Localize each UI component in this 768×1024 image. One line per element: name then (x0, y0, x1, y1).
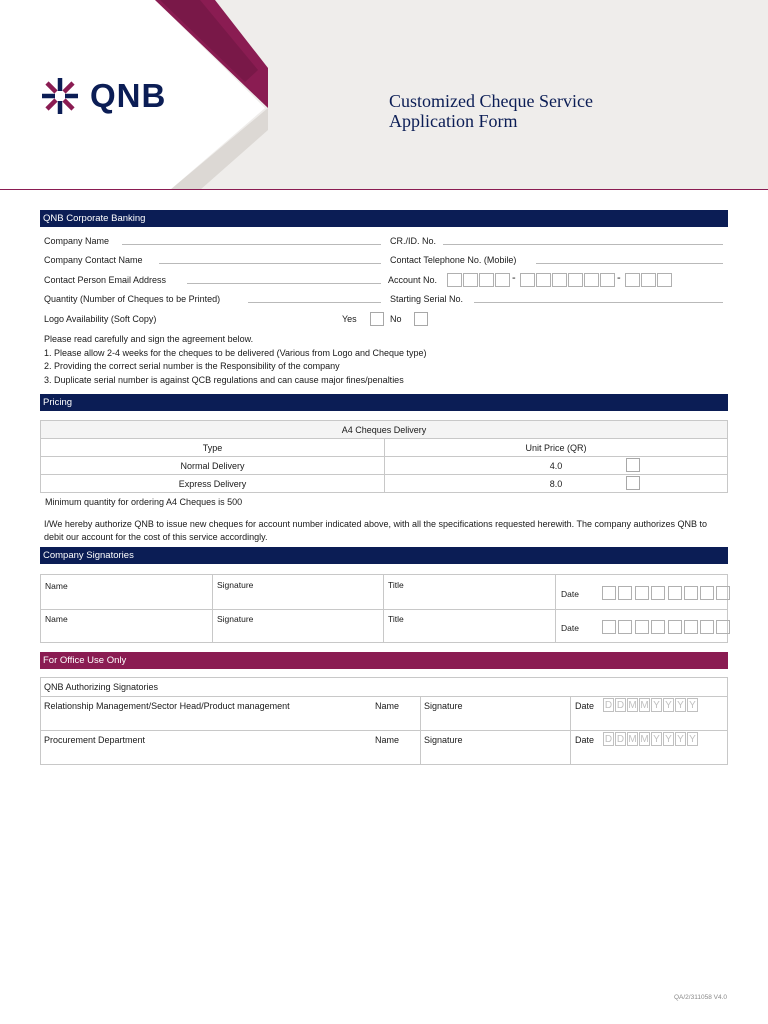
price-cell (385, 457, 728, 475)
email-label: Contact Person Email Address (44, 275, 167, 285)
serial-field[interactable] (474, 302, 723, 303)
date-digit-box[interactable] (700, 586, 714, 600)
date-digit-box[interactable]: Y (675, 732, 686, 746)
date-digit-box[interactable]: D (604, 734, 613, 745)
account-separator: - (512, 272, 516, 284)
account-separator: - (617, 272, 621, 284)
min-quantity-note: Minimum quantity for ordering A4 Cheques is 500 (45, 497, 243, 507)
signatory1-name-label: Name (45, 581, 68, 591)
date-digit-box[interactable]: M (640, 700, 649, 711)
col-divider (570, 696, 571, 764)
form-title-line1: Customized Cheque Service (389, 91, 593, 111)
signatory2-date-label: Date (561, 623, 579, 633)
qnb-logo (40, 76, 166, 116)
office-signature-label: Signature (424, 701, 463, 711)
date-digit-box[interactable] (668, 620, 682, 634)
pricing-table (40, 420, 728, 493)
row-divider (41, 696, 727, 697)
account-digit-box[interactable] (657, 273, 672, 287)
row-divider (41, 730, 727, 731)
account-no-label: Account No. (388, 275, 438, 285)
date-digit-box[interactable] (602, 620, 616, 634)
account-digit-box[interactable] (495, 273, 510, 287)
company-contact-field[interactable] (159, 263, 381, 264)
pricing-table-title: A4 Cheques Delivery (41, 421, 728, 439)
account-digit-box[interactable] (520, 273, 535, 287)
contact-tel-label: Contact Telephone No. (Mobile) (390, 255, 517, 265)
contact-tel-field[interactable] (536, 263, 723, 264)
col-type-header: Type (41, 439, 385, 457)
date-digit-box[interactable]: Y (687, 698, 698, 712)
signatory2-signature-label: Signature (217, 614, 254, 624)
logo-no-checkbox[interactable] (414, 312, 428, 326)
company-name-field[interactable] (122, 244, 381, 245)
signatories-table (40, 574, 728, 643)
date-digit-box[interactable] (716, 620, 730, 634)
date-digit-box[interactable] (618, 620, 632, 634)
date-digit-box[interactable] (651, 586, 665, 600)
delivery-type-cell: Express Delivery (41, 475, 385, 493)
col-price-header: Unit Price (QR) (385, 439, 728, 457)
col-divider (420, 696, 421, 764)
note-item: 3. Duplicate serial number is against QCB regulations and can cause major fines/penalties (44, 374, 404, 385)
company-name-label: Company Name (44, 236, 110, 246)
logo-yes-checkbox[interactable] (370, 312, 384, 326)
account-digit-box[interactable] (641, 273, 656, 287)
table-row (41, 439, 728, 457)
account-digit-box[interactable] (584, 273, 599, 287)
date-digit-box[interactable]: Y (663, 698, 674, 712)
date-digit-box[interactable] (716, 586, 730, 600)
express-delivery-checkbox[interactable] (626, 476, 640, 490)
signatory1-title-label: Title (388, 580, 404, 590)
office-name-label: Name (375, 735, 400, 745)
account-digit-box[interactable] (552, 273, 567, 287)
office-signature-label: Signature (424, 735, 463, 745)
header-rule (0, 189, 768, 190)
col-divider (383, 575, 384, 642)
date-digit-box[interactable] (668, 586, 682, 600)
account-digit-box[interactable] (600, 273, 615, 287)
delivery-type-cell: Normal Delivery (41, 457, 385, 475)
date-digit-box[interactable]: M (640, 734, 649, 745)
relationship-mgmt-label: Relationship Management/Sector Head/Product management (44, 701, 290, 711)
header-banner (0, 0, 768, 190)
office-table (40, 677, 728, 765)
terms-notes (44, 333, 427, 387)
signatory2-name-label: Name (45, 614, 68, 624)
date-digit-box[interactable] (684, 586, 698, 600)
account-digit-box[interactable] (463, 273, 478, 287)
account-digit-box[interactable] (447, 273, 462, 287)
quantity-label: Quantity (Number of Cheques to be Printed) (44, 294, 221, 304)
authorization-text: I/We hereby authorize QNB to issue new cheques for account number indicated above, with all the specifications requested herewith. The company authorizes QNB to debit our account for the cost of this service accordingly. (44, 519, 708, 542)
date-digit-box[interactable]: D (616, 734, 625, 745)
date-digit-box[interactable] (700, 620, 714, 634)
account-digit-box[interactable] (479, 273, 494, 287)
date-digit-box[interactable]: Y (651, 698, 662, 712)
procurement-label: Procurement Department (44, 735, 146, 745)
price-value: 8.0 (549, 478, 563, 489)
section-office-header: For Office Use Only (40, 652, 728, 669)
form-title (389, 91, 593, 131)
cr-id-label: CR./ID. No. (390, 236, 437, 246)
date-digit-box[interactable]: Y (663, 732, 674, 746)
form-title-line2: Application Form (389, 111, 518, 131)
date-digit-box[interactable] (602, 586, 616, 600)
form-code: QA/2/311058 V4.0 (673, 994, 727, 1001)
price-value: 4.0 (549, 460, 563, 471)
office-date-label: Date (575, 701, 595, 711)
account-digit-box[interactable] (625, 273, 640, 287)
col-divider (555, 575, 556, 642)
date-digit-box[interactable]: D (604, 700, 613, 711)
signatory1-date-label: Date (561, 589, 579, 599)
normal-delivery-checkbox[interactable] (626, 458, 640, 472)
account-digit-box[interactable] (568, 273, 583, 287)
table-row (41, 421, 728, 439)
date-digit-box[interactable] (618, 586, 632, 600)
serial-label: Starting Serial No. (390, 294, 464, 304)
date-digit-box[interactable]: Y (675, 698, 686, 712)
note-item: 2. Providing the correct serial number is the Responsibility of the company (44, 361, 340, 371)
notes-intro: Please read carefully and sign the agreement below. (44, 334, 254, 344)
date-digit-box[interactable] (651, 620, 665, 634)
qnb-star-icon (40, 76, 80, 116)
office-name-label: Name (375, 701, 400, 711)
date-digit-box[interactable]: D (616, 700, 625, 711)
account-digit-box[interactable] (536, 273, 551, 287)
office-subheader: QNB Authorizing Signatories (44, 682, 159, 692)
quantity-field[interactable] (248, 302, 381, 303)
section-signatories-header: Company Signatories (40, 547, 728, 564)
email-field[interactable] (187, 283, 381, 284)
logo-wordmark: QNB (90, 77, 167, 114)
logo-no-label: No (390, 314, 402, 324)
signatory2-title-label: Title (388, 614, 404, 624)
date-digit-box[interactable] (635, 586, 649, 600)
price-cell (385, 475, 728, 493)
company-contact-label: Company Contact Name (44, 255, 143, 265)
date-digit-box[interactable]: Y (687, 732, 698, 746)
col-divider (212, 575, 213, 642)
date-digit-box[interactable] (635, 620, 649, 634)
logo-yes-label: Yes (342, 314, 357, 324)
logo-availability-label: Logo Availability (Soft Copy) (44, 314, 157, 324)
cr-id-field[interactable] (443, 244, 723, 245)
office-date-label: Date (575, 735, 595, 745)
date-digit-box[interactable]: Y (651, 732, 662, 746)
table-row (41, 475, 728, 493)
date-digit-box[interactable] (684, 620, 698, 634)
row-divider (41, 609, 727, 610)
table-row (41, 457, 728, 475)
section-pricing-header: Pricing (40, 394, 728, 411)
note-item: 1. Please allow 2-4 weeks for the cheques to be delivered (Various from Logo and Cheque type) (44, 347, 427, 358)
signatory1-signature-label: Signature (217, 580, 254, 590)
section-corporate-header: QNB Corporate Banking (40, 210, 728, 227)
date-digit-box[interactable]: M (628, 700, 637, 711)
date-digit-box[interactable]: M (628, 734, 637, 745)
